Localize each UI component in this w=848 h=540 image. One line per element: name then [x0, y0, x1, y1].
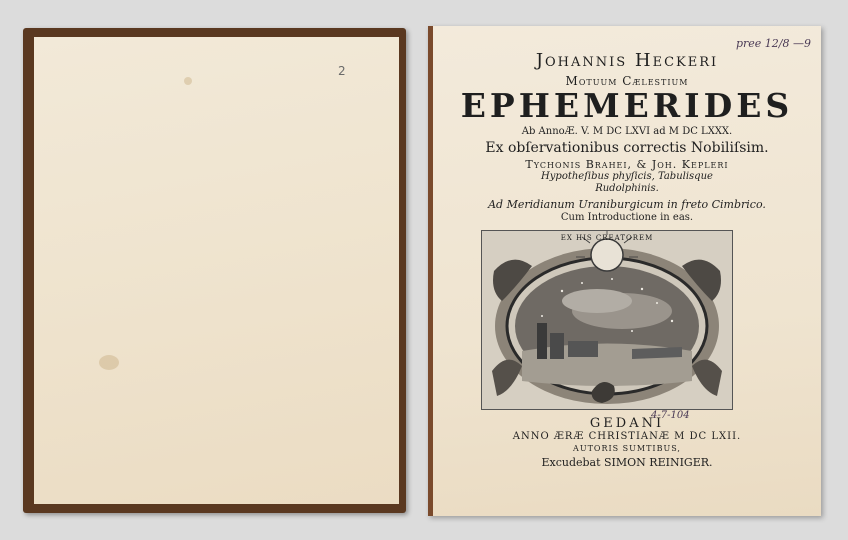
- paper-stain: [184, 77, 192, 85]
- main-title: EPHEMERIDES: [460, 86, 794, 125]
- handwritten-number-note: 4-7-104: [651, 410, 690, 421]
- left-book-board: [23, 28, 406, 513]
- title-page: [428, 26, 821, 516]
- engraving-illustration: [481, 230, 733, 410]
- observation-line: Ex obſervationibus correctis Nobiliſsim.: [485, 140, 769, 156]
- autoris-line: AUTORIS SUMTIBUS,: [573, 444, 681, 453]
- endpaper: [34, 37, 399, 504]
- meridian-line: Ad Meridianum Uraniburgicum in freto Cimbrico.: [488, 198, 766, 211]
- year-line: ANNO ÆRÆ CHRISTIANÆ M DC LXII.: [512, 431, 742, 442]
- rudolphinis-line: Rudolphinis.: [595, 183, 659, 194]
- printer-line: Excudebat SIMON REINIGER.: [541, 456, 713, 469]
- introduction-line: Cum Introductione in eas.: [560, 212, 694, 223]
- author-line: Johannis Heckeri: [535, 50, 719, 71]
- paper-stain: [99, 355, 119, 370]
- engraving-drawing: [482, 231, 732, 409]
- engraving-motto: EX HIS CREATOREM: [560, 234, 654, 242]
- hypothesis-line: Hypotheſibus phyſicis, Tabulisque: [541, 171, 713, 182]
- pencil-mark: 2: [338, 64, 346, 78]
- place-line: GEDANI: [589, 416, 665, 431]
- subtitle-line: Motuum Cælestium: [565, 74, 689, 88]
- handwritten-price-note: pree 12/8 —9: [735, 37, 811, 50]
- year-range-line: Ab AnnoÆ. V. M DC LXVI ad M DC LXXX.: [521, 126, 733, 137]
- tycho-kepler-line: Tychonis Brahei, & Joh. Kepleri: [525, 158, 729, 171]
